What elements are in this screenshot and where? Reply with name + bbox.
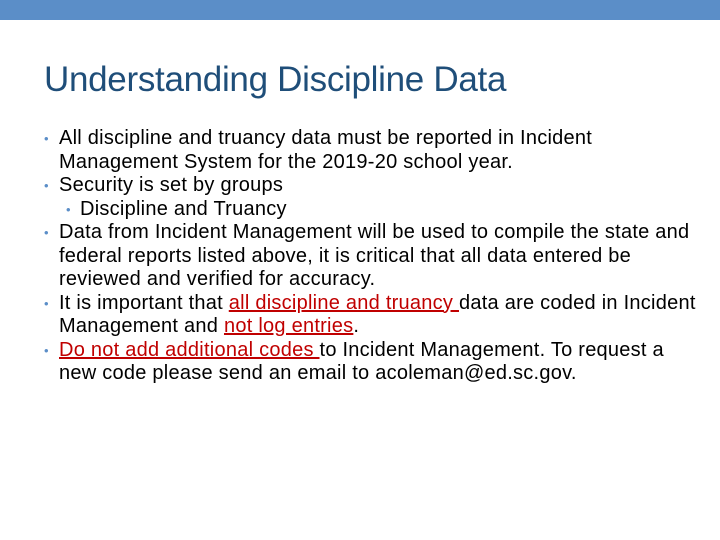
bullet-item (44, 292, 704, 339)
bullet-text: . (353, 315, 360, 337)
slide-title: Understanding Discipline Data (44, 60, 507, 99)
bullet-dot-icon: • (44, 131, 49, 146)
bullet-text: data are coded in Incident Management and (59, 291, 696, 337)
bullet-item (44, 127, 704, 174)
bullet-dot-icon: • (44, 295, 49, 311)
underlined-text: all discipline and truancy (228, 291, 459, 314)
sub-bullet-item (44, 198, 704, 222)
underlined-text: Do not add additional codes (59, 338, 320, 361)
bullet-text: Discipline and Truancy (80, 197, 287, 220)
bullet-text: Data from Incident Management will be used to compile the state and federal reports listed above, it is critical that all data entered be reviewed and verified for accuracy. (59, 221, 690, 290)
bullet-list (44, 127, 704, 386)
bullet-item (44, 339, 704, 386)
bullet-dot-icon: • (44, 225, 49, 240)
bullet-text: to Incident Management. To request a new code please send an email to acoleman@ed.sc.gov. (59, 338, 664, 384)
bullet-dot-icon: • (44, 178, 49, 193)
top-accent-bar (0, 0, 720, 20)
bullet-text: It is important that (59, 291, 229, 314)
bullet-text: All discipline and truancy data must be reported in Incident Management System for the 2019-20 school year. (59, 127, 593, 173)
bullet-item (44, 221, 704, 292)
bullet-item (44, 174, 704, 198)
underlined-text: not log entries (223, 315, 354, 337)
bullet-dot-icon: • (44, 342, 49, 358)
bullet-text: Security is set by groups (59, 174, 284, 196)
bullet-dot-icon: • (66, 201, 71, 217)
